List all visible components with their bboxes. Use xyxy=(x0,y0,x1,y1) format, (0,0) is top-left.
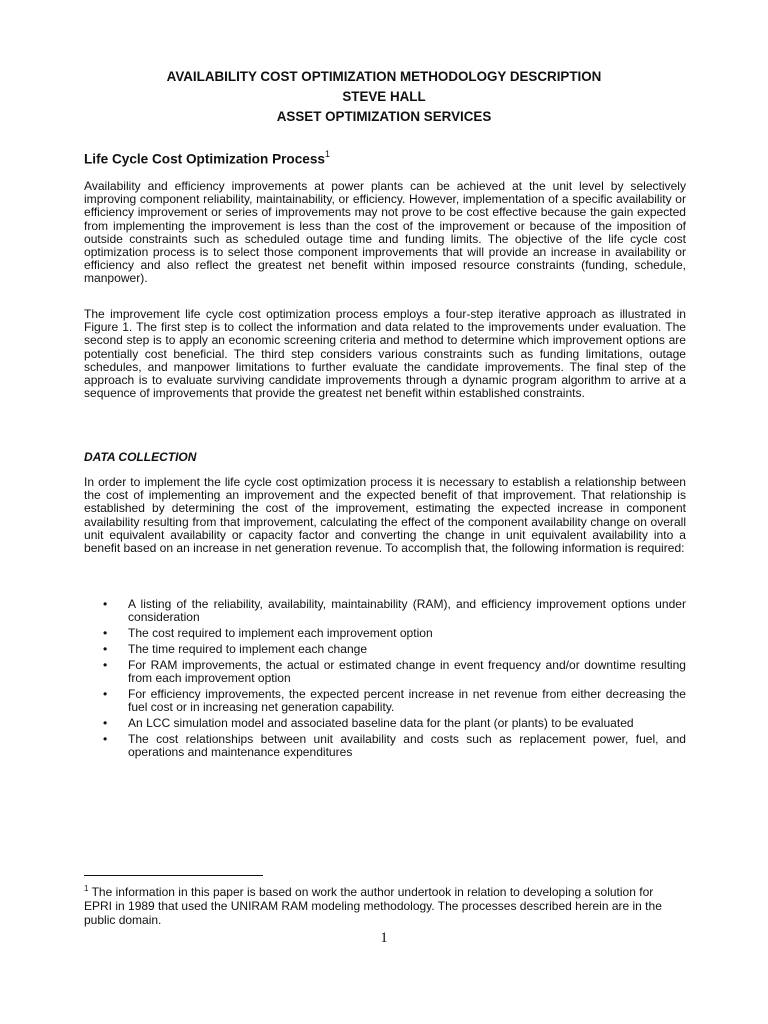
page-number: 1 xyxy=(380,930,388,946)
list-item-text: An LCC simulation model and associated baseline data for the plant (or plants) to be evaluated xyxy=(128,716,634,731)
paragraph-process: The improvement life cycle cost optimization process employs a four-step iterative approach as illustrated in Figure 1. The first step is to collect the information and data related to the improvements under evaluation. The second step is to apply an economic screening criteria and method to determine which improvement options are potentially cost beneficial. The third step considers various constraints such as funding limitations, outage schedules, and manpower limitations to further evaluate the candidate improvements. The final step of the approach is to evaluate surviving candidate improvements through a dynamic program algorithm to arrive at a sequence of improvements that provide the greatest net benefit within established constraints. xyxy=(84,307,686,401)
title-line-3: ASSET OPTIMIZATION SERVICES xyxy=(276,109,492,124)
footnote-mark: 1 xyxy=(84,884,89,893)
list-item xyxy=(84,733,686,759)
footnote-reference[interactable]: 1 xyxy=(324,149,330,159)
list-item-text: The cost required to implement each improvement option xyxy=(128,626,433,641)
bullet-icon: • xyxy=(103,686,108,701)
subsection-heading: DATA COLLECTION xyxy=(84,450,197,464)
footnote-text: The information in this paper is based on work the author undertook in relation to developing a solution for EPRI in 1989 that used the UNIRAM RAM modeling methodology. The processes described herein are in the public domain. xyxy=(84,885,662,928)
list-item xyxy=(84,598,686,624)
title-line-1: AVAILABILITY COST OPTIMIZATION METHODOLOGY DESCRIPTION xyxy=(166,69,602,84)
list-item-text: For RAM improvements, the actual or estimated change in event frequency and/or downtime resulting from each improvement option xyxy=(128,657,686,686)
list-item-text: The time required to implement each change xyxy=(128,641,368,656)
bullet-icon: • xyxy=(103,731,108,746)
section-heading-text: Life Cycle Cost Optimization Process xyxy=(84,151,325,167)
requirements-list xyxy=(84,598,686,762)
section-heading xyxy=(84,150,330,167)
list-item xyxy=(84,688,686,714)
footnote xyxy=(84,882,684,928)
list-item xyxy=(84,659,686,685)
list-item-text: A listing of the reliability, availability, maintainability (RAM), and efficiency improvement options under consideration xyxy=(128,597,686,625)
list-item xyxy=(84,627,686,640)
bullet-icon: • xyxy=(103,626,108,641)
bullet-icon: • xyxy=(103,597,108,611)
list-item-text: The cost relationships between unit availability and costs such as replacement power, fuel, and operations and maintenance expenditures xyxy=(128,731,686,760)
bullet-icon: • xyxy=(103,716,108,731)
bullet-icon: • xyxy=(103,657,108,672)
paragraph-data-collection: In order to implement the life cycle cost optimization process it is necessary to establish a relationship between the cost of implementing an improvement and the expected benefit of that improvement. That relationship is established by determining the cost of the improvement, estimating the expected increase in component availability resulting from that improvement, calculating the effect of the component availability change on overall unit equivalent availability or capacity factor and converting the change in unit equivalent availability into a benefit based on an increase in net generation revenue. To accomplish that, the following information is required: xyxy=(84,475,686,556)
title-line-2: STEVE HALL xyxy=(342,89,426,104)
document-title xyxy=(0,67,768,127)
paragraph-intro: Availability and efficiency improvements at power plants can be achieved at the unit level by selectively improving component reliability, maintainability, or efficiency. However, implementation of a specific availability or efficiency improvement or series of improvements may not prove to be cost effective because the gain expected from implementing the improvement is less than the cost of the improvement or because of the imposition of outside constraints such as scheduled outage time and funding limits. The objective of the life cycle cost optimization process is to select those component improvements that will provide an increase in availability or efficiency and also reflect the greatest net benefit within imposed resource constraints (funding, schedule, manpower). xyxy=(84,179,686,286)
list-item-text: For efficiency improvements, the expected percent increase in net revenue from either decreasing the fuel cost or in increasing net generation capability. xyxy=(128,686,686,715)
list-item xyxy=(84,717,686,730)
list-item xyxy=(84,643,686,656)
bullet-icon: • xyxy=(103,641,108,656)
footnote-divider xyxy=(84,875,263,876)
